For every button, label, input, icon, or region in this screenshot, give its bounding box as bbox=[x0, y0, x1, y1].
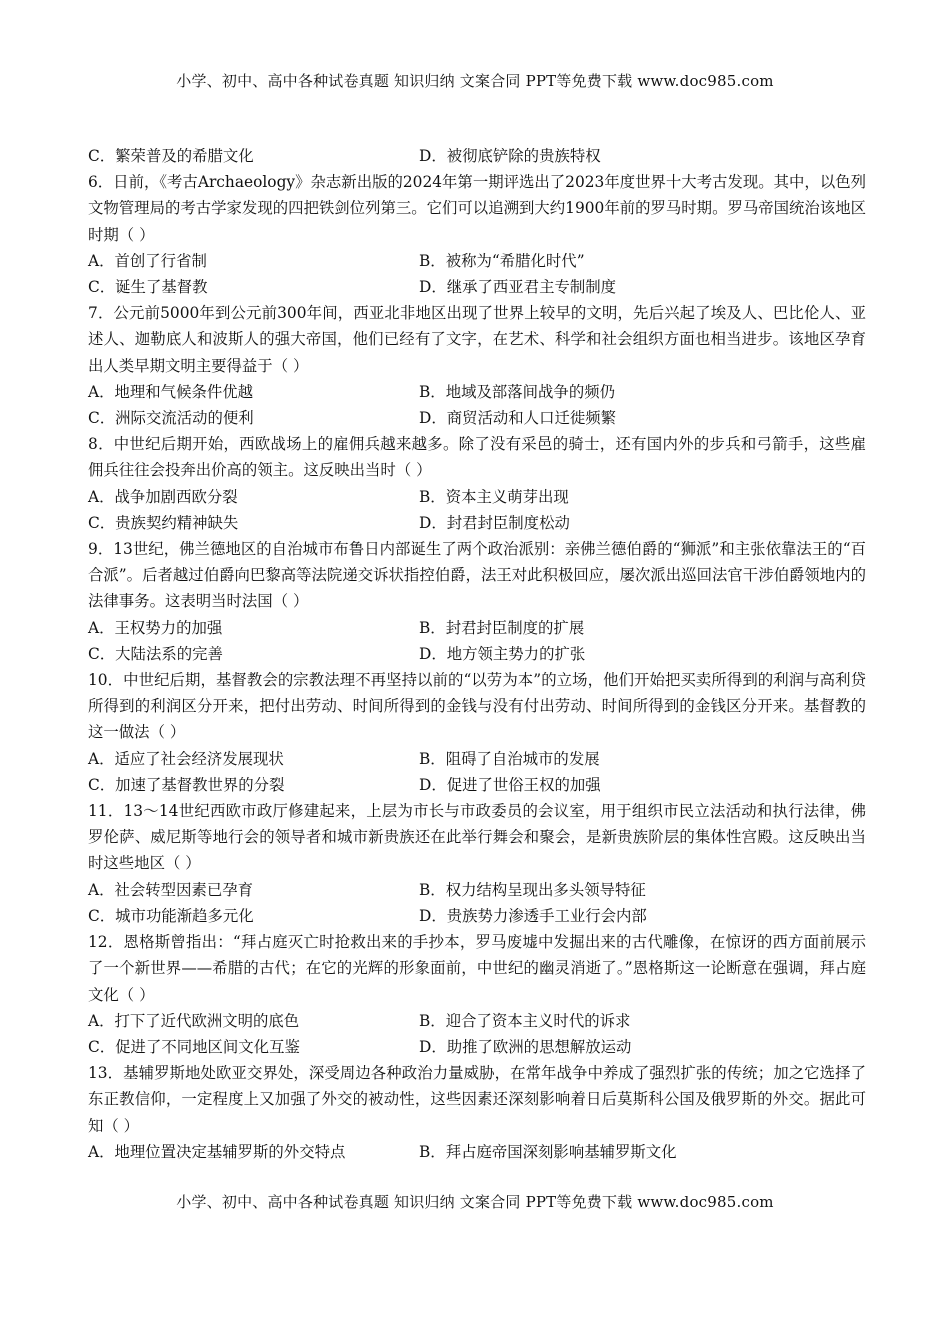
option-d: D．商贸活动和人口迁徙频繁 bbox=[419, 409, 617, 428]
question-stem: 6．日前，《考古Archaeology》杂志新出版的2024年第一期评选出了2023年度世界十大考古发现。其中，以色列文物管理局的考古学家发现的四把铁剑位列第三。它们可以追溯到大约1900年前的罗马时期。罗马帝国统治该地区时期（ ） bbox=[88, 173, 866, 244]
option-a: A．地理位置决定基辅罗斯的外交特点 bbox=[88, 1142, 346, 1161]
question-6 bbox=[88, 169, 866, 300]
option-c: C．大陆法系的完善 bbox=[88, 644, 223, 663]
page-header: 小学、初中、高中各种试卷真题 知识归纳 文案合同 PPT等免费下载 www.doc985.com bbox=[176, 72, 774, 90]
question-stem: 7．公元前5000年到公元前300年间，西亚北非地区出现了世界上较早的文明，先后兴起了埃及人、巴比伦人、亚述人、迦勒底人和波斯人的强大帝国，他们已经有了文字，在艺术、科学和社会组织方面也相当进步。该地区孕育出人类早期文明主要得益于（ ） bbox=[88, 304, 866, 375]
exam-content bbox=[88, 143, 866, 1165]
q5-option-c: C．繁荣普及的希腊文化 bbox=[88, 147, 254, 165]
option-d: D．贵族势力渗透手工业行会内部 bbox=[419, 906, 647, 925]
q5-option-d: D．被彻底铲除的贵族特权 bbox=[419, 147, 601, 165]
question-stem: 11．13～14世纪西欧市政厅修建起来，上层为市长与市政委员的会议室，用于组织市民立法活动和执行法律，佛罗伦萨、威尼斯等地行会的领导者和城市新贵族还在此举行舞会和聚会，是新贵族阶层的集体性宫殿。这反映出当时这些地区（ ） bbox=[88, 802, 866, 873]
option-b: B．迎合了资本主义时代的诉求 bbox=[419, 1011, 631, 1030]
question-13 bbox=[88, 1060, 866, 1165]
option-d: D．助推了欧洲的思想解放运动 bbox=[419, 1037, 632, 1056]
option-b: B．资本主义萌芽出现 bbox=[419, 487, 569, 506]
question-stem: 8．中世纪后期开始，西欧战场上的雇佣兵越来越多。除了没有采邑的骑士，还有国内外的步兵和弓箭手，这些雇佣兵往往会投奔出价高的领主。这反映出当时（ ） bbox=[88, 435, 866, 480]
option-a: A．地理和气候条件优越 bbox=[88, 382, 254, 401]
option-a: A．王权势力的加强 bbox=[88, 618, 223, 637]
option-c: C．加速了基督教世界的分裂 bbox=[88, 775, 285, 794]
question-12 bbox=[88, 929, 866, 1060]
question-10 bbox=[88, 667, 866, 798]
option-c: C．促进了不同地区间文化互鉴 bbox=[88, 1037, 300, 1056]
page-footer: 小学、初中、高中各种试卷真题 知识归纳 文案合同 PPT等免费下载 www.doc985.com bbox=[176, 1193, 774, 1211]
option-a: A．首创了行省制 bbox=[88, 251, 207, 270]
question-stem: 13．基辅罗斯地处欧亚交界处，深受周边各种政治力量威胁，在常年战争中养成了强烈扩张的传统；加之它选择了东正教信仰，一定程度上又加强了外交的被动性，这些因素还深刻影响着日后莫斯科公国及俄罗斯的外交。据此可知（ ） bbox=[88, 1064, 866, 1135]
option-c: C．诞生了基督教 bbox=[88, 278, 208, 297]
question-stem: 9．13世纪，佛兰德地区的自治城市布鲁日内部诞生了两个政治派别：亲佛兰德伯爵的“狮派”和主张依靠法王的“百合派”。后者越过伯爵向巴黎高等法院递交诉状指控伯爵，法王对此积极回应，屡次派出巡回法官干涉伯爵领地内的法律事务。这表明当时法国（ ） bbox=[88, 540, 866, 611]
option-b: B．阻碍了自治城市的发展 bbox=[419, 749, 600, 768]
option-d: D．促进了世俗王权的加强 bbox=[419, 775, 601, 794]
question-stem: 10．中世纪后期，基督教会的宗教法理不再坚持以前的“以劳为本”的立场，他们开始把买卖所得到的利润与高利贷所得到的利润区分开来，把付出劳动、时间所得到的金钱与没有付出劳动、时间所得到的金钱区分开来。基督教的这一做法（ ） bbox=[88, 671, 866, 742]
q5-options-cd bbox=[88, 143, 866, 169]
question-7 bbox=[88, 300, 866, 431]
option-b: B．被称为“希腊化时代” bbox=[419, 251, 585, 270]
option-c: C．洲际交流活动的便利 bbox=[88, 409, 254, 428]
option-b: B．地域及部落间战争的频仍 bbox=[419, 382, 615, 401]
option-b: B．封君封臣制度的扩展 bbox=[419, 618, 585, 637]
option-a: A．战争加剧西欧分裂 bbox=[88, 487, 238, 506]
option-a: A．社会转型因素已孕育 bbox=[88, 880, 254, 899]
option-a: A．打下了近代欧洲文明的底色 bbox=[88, 1011, 300, 1030]
option-a: A．适应了社会经济发展现状 bbox=[88, 749, 284, 768]
question-11 bbox=[88, 798, 866, 929]
option-d: D．地方领主势力的扩张 bbox=[419, 644, 586, 663]
option-c: C．城市功能渐趋多元化 bbox=[88, 906, 254, 925]
option-d: D．继承了西亚君主专制制度 bbox=[419, 278, 617, 297]
option-b: B．拜占庭帝国深刻影响基辅罗斯文化 bbox=[419, 1142, 677, 1161]
question-stem: 12．恩格斯曾指出：“拜占庭灭亡时抢救出来的手抄本，罗马废墟中发掘出来的古代雕像，在惊讶的西方面前展示了一个新世界——希腊的古代；在它的光辉的形象面前，中世纪的幽灵消逝了。”恩格斯这一论断意在强调，拜占庭文化（ ） bbox=[88, 933, 866, 1004]
option-d: D．封君封臣制度松动 bbox=[419, 513, 570, 532]
option-c: C．贵族契约精神缺失 bbox=[88, 513, 239, 532]
option-b: B．权力结构呈现出多头领导特征 bbox=[419, 880, 646, 899]
question-9 bbox=[88, 536, 866, 667]
question-8 bbox=[88, 431, 866, 536]
